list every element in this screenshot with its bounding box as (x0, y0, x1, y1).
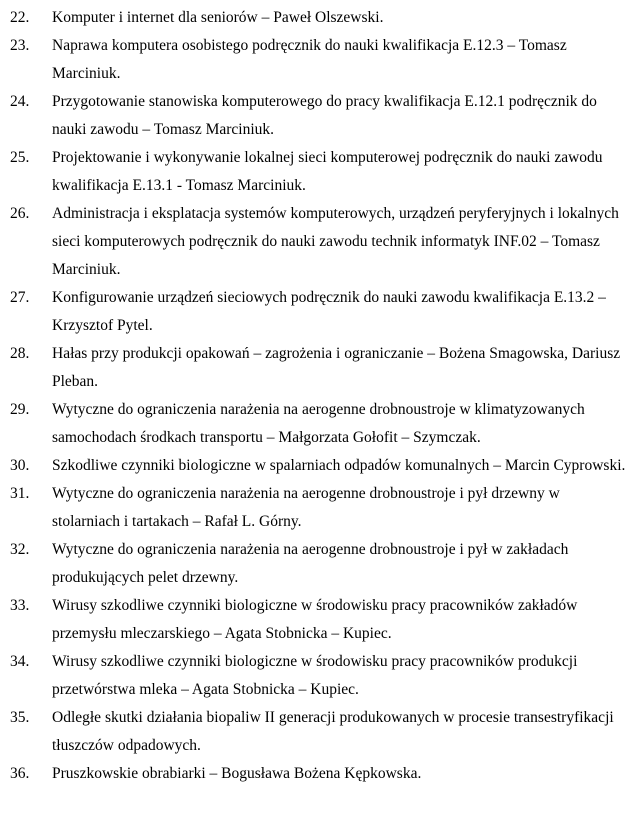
item-number: 30. (10, 457, 30, 474)
item-number: 25. (10, 149, 30, 166)
item-number: 22. (10, 9, 30, 26)
item-text: Przygotowanie stanowiska komputerowego do pracy kwalifikacja E.12.1 podręcznik do nauki zawodu – Tomasz Marciniuk. (52, 93, 597, 138)
item-number: 28. (10, 345, 30, 362)
list-item (0, 592, 639, 648)
item-text: Wytyczne do ograniczenia narażenia na aerogenne drobnoustroje i pył w zakładach produkujących pelet drzewny. (52, 541, 569, 586)
list-item (0, 144, 639, 200)
item-text: Wirusy szkodliwe czynniki biologiczne w środowisku pracy pracowników produkcji przetwórstwa mleka – Agata Stobnicka – Kupiec. (52, 653, 578, 698)
item-number: 31. (10, 485, 30, 502)
list-item (0, 200, 639, 284)
item-number: 26. (10, 205, 30, 222)
numbered-book-list (0, 4, 639, 788)
list-item (0, 88, 639, 144)
list-item (0, 760, 639, 788)
list-item (0, 340, 639, 396)
item-text: Odległe skutki działania biopaliw II generacji produkowanych w procesie transestryfikacji tłuszczów odpadowych. (52, 709, 614, 754)
item-text: Pruszkowskie obrabiarki – Bogusława Bożena Kępkowska. (52, 765, 422, 782)
item-text: Szkodliwe czynniki biologiczne w spalarniach odpadów komunalnych – Marcin Cyprowski. (52, 457, 626, 474)
list-item (0, 32, 639, 88)
list-item (0, 284, 639, 340)
item-text: Wytyczne do ograniczenia narażenia na aerogenne drobnoustroje w klimatyzowanych samochodach środkach transportu – Małgorzata Gołofit – Szymczak. (52, 401, 585, 446)
item-text: Naprawa komputera osobistego podręcznik do nauki kwalifikacja E.12.3 – Tomasz Marciniuk. (52, 37, 567, 82)
list-item (0, 480, 639, 536)
item-text: Hałas przy produkcji opakowań – zagrożenia i ograniczanie – Bożena Smagowska, Dariusz Pleban. (52, 345, 621, 390)
item-number: 36. (10, 765, 30, 782)
list-item (0, 536, 639, 592)
item-number: 32. (10, 541, 30, 558)
list-item (0, 396, 639, 452)
list-item (0, 704, 639, 760)
item-text: Administracja i eksplatacja systemów komputerowych, urządzeń peryferyjnych i lokalnych sieci komputerowych podręcznik do nauki zawodu technik informatyk INF.02 – Tomasz Marciniuk. (52, 205, 619, 278)
item-number: 34. (10, 653, 30, 670)
item-text: Komputer i internet dla seniorów – Paweł Olszewski. (52, 9, 384, 26)
item-text: Konfigurowanie urządzeń sieciowych podręcznik do nauki zawodu kwalifikacja E.13.2 – Krzysztof Pytel. (52, 289, 606, 334)
item-number: 29. (10, 401, 30, 418)
item-number: 33. (10, 597, 30, 614)
list-item (0, 4, 639, 32)
item-text: Wirusy szkodliwe czynniki biologiczne w środowisku pracy pracowników zakładów przemysłu mleczarskiego – Agata Stobnicka – Kupiec. (52, 597, 578, 642)
item-number: 23. (10, 37, 30, 54)
item-number: 27. (10, 289, 30, 306)
item-number: 35. (10, 709, 30, 726)
item-text: Projektowanie i wykonywanie lokalnej sieci komputerowej podręcznik do nauki zawodu kwalifikacja E.13.1 - Tomasz Marciniuk. (52, 149, 603, 194)
list-item (0, 648, 639, 704)
item-number: 24. (10, 93, 30, 110)
list-item (0, 452, 639, 480)
item-text: Wytyczne do ograniczenia narażenia na aerogenne drobnoustroje i pył drzewny w stolarniach i tartakach – Rafał L. Górny. (52, 485, 560, 530)
